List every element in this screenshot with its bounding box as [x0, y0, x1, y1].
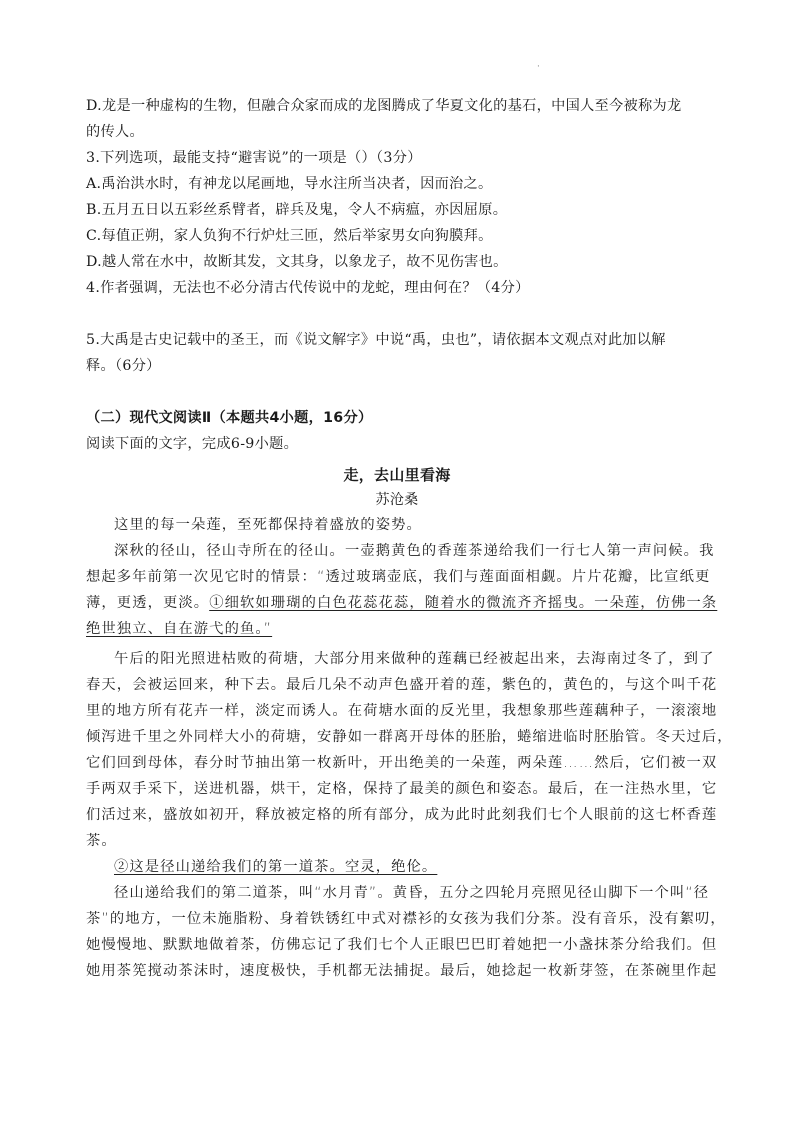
passage-p3-line5: 它们回到母体，春分时节抽出第一枚新叶，开出绝美的一朵莲，两朵莲……然后，它们被一双	[86, 755, 718, 771]
underlined-sentence-1-cont: 绝世独立、自在游弋的鱼。”	[86, 621, 273, 637]
q3-option-a: A.禹治洪水时，有神龙以尾画地，导水注所当决者，因而治之。	[86, 176, 493, 192]
q3-option-b: B.五月五日以五彩丝系臂者，辟兵及鬼，令人不病瘟，亦因屈原。	[86, 202, 508, 218]
q5-line1: 5.大禹是古史记载中的圣王，而《说文解字》中说“禹，虫也”，请依据本文观点对此加以解	[86, 332, 666, 348]
passage-p5-line1: 径山递给我们的第二道茶，叫“水月青”。黄昏，五分之四轮月亮照见径山脚下一个叫“径	[114, 885, 710, 901]
passage-p3-line6: 手两双手采下，送进机器，烘干，定格，保持了最美的颜色和姿态。最后，在一注热水里，它	[86, 781, 718, 797]
passage-p1: 这里的每一朵莲，至死都保持着盛放的姿势。	[114, 517, 422, 533]
passage-title: 走，去山里看海	[343, 466, 451, 484]
passage-p3-line4: 倾泻进千里之外同样大小的荷塘，安静如一群离开母体的胚胎，蜷缩进临时胚胎管。冬天过后，	[86, 729, 733, 745]
q3-stem: 3.下列选项，最能支持“避害说”的一项是（）（3分）	[86, 150, 422, 166]
passage-p3-line2: 春天，会被运回来，种下去。最后几朵不动声色盛开着的莲，紫色的，黄色的，与这个叫千花	[86, 677, 718, 693]
q2-option-d-line2: 的传人。	[86, 124, 144, 140]
passage-p2-line3	[86, 593, 716, 613]
underlined-sentence-2: ②这是径山递给我们的第一道茶。空灵，绝伦。	[114, 859, 438, 875]
passage-p2-line2: 想起多年前第一次见它时的情景：“透过玻璃壶底，我们与莲面面相觑。片片花瓣，比宣纸更	[86, 569, 711, 585]
q4-stem: 4.作者强调，无法也不必分清古代传说中的龙蛇，理由何在？（4分）	[86, 280, 530, 296]
passage-p3-line7: 们活过来，盛放如初开，释放被定格的所有部分，成为此时此刻我们七个人眼前的这七杯香莲	[86, 807, 718, 823]
passage-p5-line3: 她慢慢地、默默地做着茶，仿佛忘记了我们七个人正眼巴巴盯着她把一小盏抹茶分给我们。但	[86, 937, 718, 953]
section2-instruction: 阅读下面的文字，完成6-9小题。	[86, 436, 299, 452]
passage-p3-line1: 午后的阳光照进枯败的荷塘，大部分用来做种的莲藕已经被起出来，去海南过冬了，到了	[114, 651, 715, 667]
passage-p2-line3-plain: 薄，更透，更淡。	[86, 595, 210, 611]
q5-line2: 释。（6分）	[86, 358, 161, 374]
passage-author: 苏沧桑	[375, 492, 419, 508]
passage-p3-line3: 里的地方所有花卉一样，淡定而诱人。在荷塘水面的反光里，我想象那些莲藕种子，一滚滚地	[86, 703, 718, 719]
top-mark: ·	[537, 62, 540, 72]
passage-p5-line4: 她用茶筅搅动茶沫时，速度极快，手机都无法捕捉。最后，她捻起一枚新芽签，在茶碗里作起	[86, 963, 718, 979]
q3-option-d: D.越人常在水中，故断其发，文其身，以象龙子，故不见伤害也。	[86, 254, 508, 270]
q2-option-d-line1: D.龙是一种虚构的生物，但融合众家而成的龙图腾成了华夏文化的基石，中国人至今被称为龙	[86, 98, 682, 114]
section2-heading: （二）现代文阅读Ⅱ（本题共4小题，16分）	[86, 410, 373, 426]
passage-p2-line1: 深秋的径山，径山寺所在的径山。一壶鹅黄色的香莲茶递给我们一行七人第一声问候。我	[114, 543, 715, 559]
q3-option-c: C.每值正朔，家人负狗不行炉灶三匝，然后举家男女向狗膜拜。	[86, 228, 493, 244]
underlined-sentence-1: ①细软如珊瑚的白色花蕊花蕊，随着水的微流齐齐摇曳。一朵莲，仿佛一条	[209, 595, 718, 611]
passage-p5-line2: 茶”的地方，一位未施脂粉、身着铁锈红中式对襟衫的女孩为我们分茶。没有音乐，没有絮叨，	[86, 911, 726, 927]
passage-p3-line8: 茶。	[86, 833, 117, 849]
